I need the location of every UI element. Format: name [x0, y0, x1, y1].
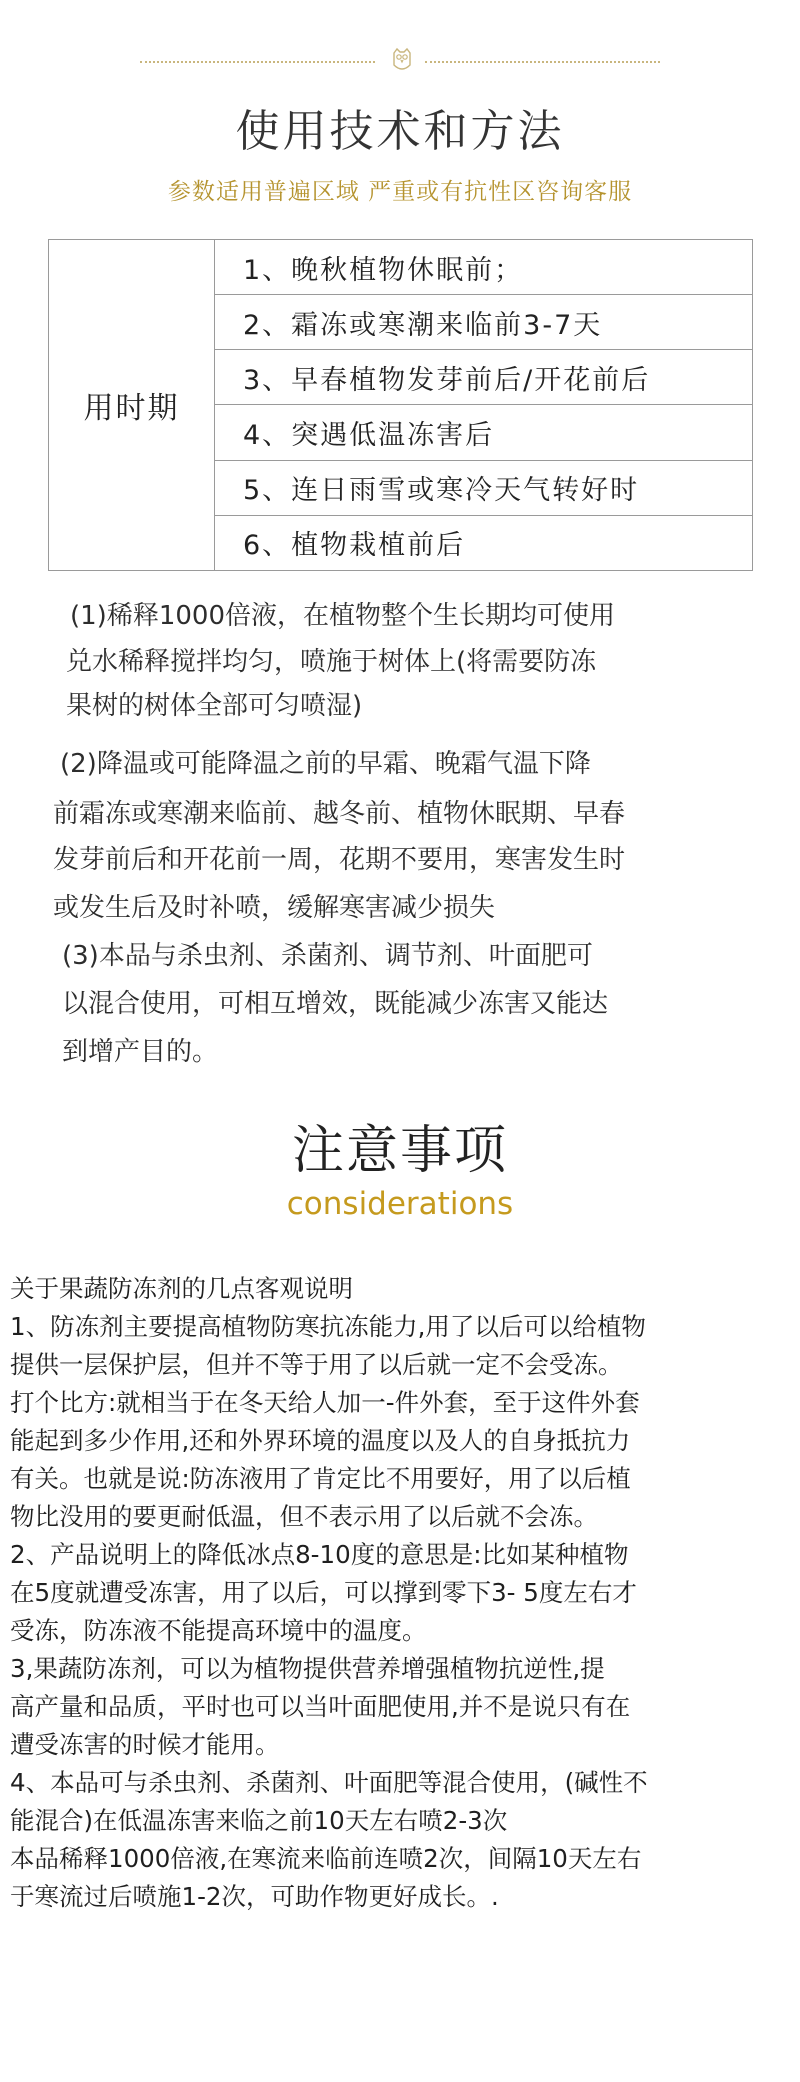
- note-line: 关于果蔬防冻剂的几点客观说明: [10, 1274, 353, 1303]
- table-row: [49, 240, 753, 295]
- page-subtitle: 参数适用普遍区域 严重或有抗性区咨询客服: [167, 179, 633, 205]
- method-line: 到增产目的。: [62, 1037, 219, 1067]
- note-line: 本品稀释1000倍液,在寒流来临前连喷2次，间隔10天左右: [10, 1844, 642, 1873]
- note-line: 打个比方:就相当于在冬天给人加一-件外套，至于这件外套: [10, 1388, 640, 1417]
- note-line: 于寒流过后喷施1-2次，可助作物更好成长。.: [10, 1882, 499, 1911]
- note-line: 遭受冻害的时候才能用。: [10, 1730, 280, 1759]
- note-line: 2、产品说明上的降低冰点8-10度的意思是:比如某种植物: [10, 1540, 629, 1569]
- owl-icon: [390, 47, 414, 73]
- usage-period-item: 3、早春植物发芽前后/开花前后: [215, 350, 753, 405]
- method-line: 以混合使用，可相互增效，既能减少冻害又能达: [62, 989, 609, 1019]
- top-divider: [140, 53, 660, 73]
- usage-period-item: 1、晚秋植物休眠前；: [215, 240, 753, 295]
- page-title: 使用技术和方法: [235, 106, 565, 157]
- note-line: 受冻，防冻液不能提高环境中的温度。: [10, 1616, 427, 1645]
- note-line: 能起到多少作用,还和外界环境的温度以及人的自身抵抗力: [10, 1426, 631, 1455]
- method-line: 发芽前后和开花前一周，花期不要用，寒害发生时: [53, 845, 626, 875]
- considerations-title: 注意事项: [291, 1121, 508, 1181]
- divider-line-left: [140, 61, 375, 63]
- note-line: 在5度就遭受冻害，用了以后，可以撑到零下3- 5度左右才: [10, 1578, 637, 1607]
- considerations-subtitle: considerations: [286, 1186, 514, 1222]
- method-line: 兑水稀释搅拌均匀，喷施于树体上(将需要防冻: [66, 647, 597, 677]
- note-line: 1、防冻剂主要提高植物防寒抗冻能力,用了以后可以给植物: [10, 1312, 646, 1341]
- note-line: 4、本品可与杀虫剂、杀菌剂、叶面肥等混合使用，(碱性不: [10, 1768, 648, 1797]
- note-line: 物比没用的要更耐低温，但不表示用了以后就不会冻。: [10, 1502, 598, 1531]
- note-line: 3,果蔬防冻剂，可以为植物提供营养增强植物抗逆性,提: [10, 1654, 605, 1683]
- note-line: 有关。也就是说:防冻液用了肯定比不用要好，用了以后植: [10, 1464, 631, 1493]
- divider-line-right: [425, 61, 660, 63]
- note-line: 高产量和品质，平时也可以当叶面肥使用,并不是说只有在: [10, 1692, 631, 1721]
- note-line: 提供一层保护层，但并不等于用了以后就一定不会受冻。: [10, 1350, 623, 1379]
- method-line: 果树的树体全部可匀喷湿): [66, 691, 363, 721]
- method-line: 或发生后及时补喷，缓解寒害减少损失: [53, 893, 496, 923]
- note-line: 能混合)在低温冻害来临之前10天左右喷2-3次: [10, 1806, 508, 1835]
- method-line: (1)稀释1000倍液，在植物整个生长期均可使用: [70, 601, 615, 631]
- method-line: (3)本品与杀虫剂、杀菌剂、调节剂、叶面肥可: [62, 941, 593, 971]
- usage-period-item: 2、霜冻或寒潮来临前3-7天: [215, 295, 753, 350]
- considerations-notes: [10, 1270, 795, 1916]
- usage-period-item: 4、突遇低温冻害后: [215, 405, 753, 460]
- method-line: (2)降温或可能降温之前的早霜、晚霜气温下降: [60, 749, 591, 779]
- usage-period-item: 5、连日雨雪或寒冷天气转好时: [215, 460, 753, 515]
- method-line: 前霜冻或寒潮来临前、越冬前、植物休眠期、早春: [53, 799, 626, 829]
- usage-period-label: 用时期: [49, 240, 215, 571]
- usage-period-item: 6、植物栽植前后: [215, 515, 753, 570]
- usage-period-table: [48, 239, 753, 571]
